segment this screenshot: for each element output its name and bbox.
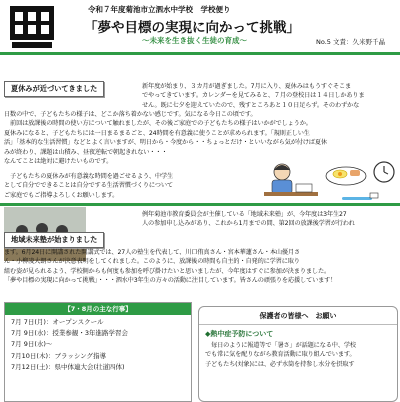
s1-line: 子どもたちの夏休みが有意義な時間を過ごせるよう、中学生 xyxy=(4,173,174,180)
student-studying-illustration xyxy=(262,160,320,202)
s2-line: ます。6月24日に開講された開講式では、27人の塾生を代表して、川口侑真さん・宮本華蓮さん・本山優月さ xyxy=(4,249,301,256)
s2-line: 例年菊池市教育委員会が主催している「地域未来塾」が、今年度は3年生27 xyxy=(142,211,347,218)
section1-heading: 夏休みが近づいてきました xyxy=(4,81,104,97)
section2-text-right xyxy=(142,210,398,229)
s1-line: なんてことは絶対に避けたいものです。 xyxy=(4,158,113,166)
event-row: 7月 9日(水)～ xyxy=(11,340,53,349)
heatstroke-title: ◆熱中症予防について xyxy=(205,330,274,338)
s1-line: として自分でできることは自分でする生活習慣づくりについて xyxy=(4,182,173,190)
s1-line: 活」「基本的な生活習慣」などとよく言いますが、明日から・今度から・・ちょっとだけ・といいながら気が付けば夏休 xyxy=(4,139,327,147)
events-heading: 【7・8月の主な行事】 xyxy=(5,303,191,315)
notice-box xyxy=(198,306,398,402)
school-logo xyxy=(6,4,58,50)
s1-line: 日数の中で、子どもたちの様子は、どこか落ち着かない感じです。気になる今日この頃です。 xyxy=(4,111,257,118)
event-row: 7月 9日(水)：授業参観・3年進路学習会 xyxy=(11,329,129,338)
toothbrush-illustration xyxy=(340,190,380,204)
events-box xyxy=(4,302,192,402)
clock-illustration xyxy=(372,160,396,184)
notice-line: でも常に気を配りながら教育活動に取り組んでいます。 xyxy=(205,351,356,359)
s1-line: ご家庭でもご指導よろしくお願いします。 xyxy=(4,191,119,199)
section1-text-bottom xyxy=(4,172,244,200)
s1-line: せん。既に七夕を迎えていたので、残すところあと１０日足らず。そのわずかな xyxy=(142,101,360,109)
s1-line: でやってきています。カレンダーを見てみると、７月の登校日は１４日しかありま xyxy=(142,92,365,100)
issue-number-author: No.5 文責：久米野千晶 xyxy=(316,38,385,46)
section1-text-right xyxy=(142,82,398,110)
notice-line: 子どもたち(対象)には、必ず水筒を持参し水分を摂取す xyxy=(205,360,355,368)
event-row: 7月12日(土)：県中体連大会(壮道四体) xyxy=(11,362,125,371)
section2-heading: 地域未来塾が始まりました xyxy=(4,232,104,248)
s1-line: 新年度が始まり、３カ月が過ぎました。7月に入り、夏休みはもうすぐそこま xyxy=(142,83,352,90)
event-row: 7月 7日(月)：オープンスクール xyxy=(11,318,104,326)
s2-line: ん・小柳凌大朗さんが決意表明をしてくれました。このように、放課後の時間も自主的・自発的に学習に取り xyxy=(4,258,300,266)
section1-divider xyxy=(0,52,400,55)
s1-line: みが終わり、課題は山積み、昼夜逆転で朝起きれない・・・ xyxy=(4,148,168,156)
s2-line: 組む姿が見られるよう、学校側からも何度も参加を呼び掛けたいと思いましたが、今年度はすぐに参加が決まりました。 xyxy=(4,267,331,275)
s2-line: 人の参加申し込みがあり、これから1月までの間、第2回の放課後学習が行われ xyxy=(142,220,355,228)
event-row: 7月10日(木)：ブラッシング指導 xyxy=(11,351,107,360)
s1-line: 夏休みになると、子どもたちには一日まるまるごと、24時間を有意義に使うことが求められます。「規則正しい生 xyxy=(4,129,310,137)
newsletter-title: 「夢や目標の実現に向かって挑戦」 xyxy=(84,20,300,36)
section2-divider xyxy=(0,203,400,206)
notice-heading: 保護者の皆様へ お願い xyxy=(199,311,397,325)
breakfast-illustration xyxy=(324,156,370,188)
notice-line: 毎日のように報道等で「暑さ」が話題になる中、学校 xyxy=(205,342,356,349)
section2-text-wide xyxy=(4,248,396,286)
s1-line: 前回は放課後の時間の使い方について触れましたが、その後ご家庭での子どもたちの様子はいかがでしょうか。 xyxy=(4,120,312,128)
s2-line: 「夢や目標の実現に向かって挑戦」・・・泗水中3年生の方々の活動に注目しています。皆さんの頑張りを応援しています！ xyxy=(4,277,337,285)
newsletter-slogan: ～未来を生き抜く生徒の育成～ xyxy=(142,36,247,45)
newsletter-subtitle: 令和７年度菊池市立泗水中学校 学校便り xyxy=(88,5,231,14)
